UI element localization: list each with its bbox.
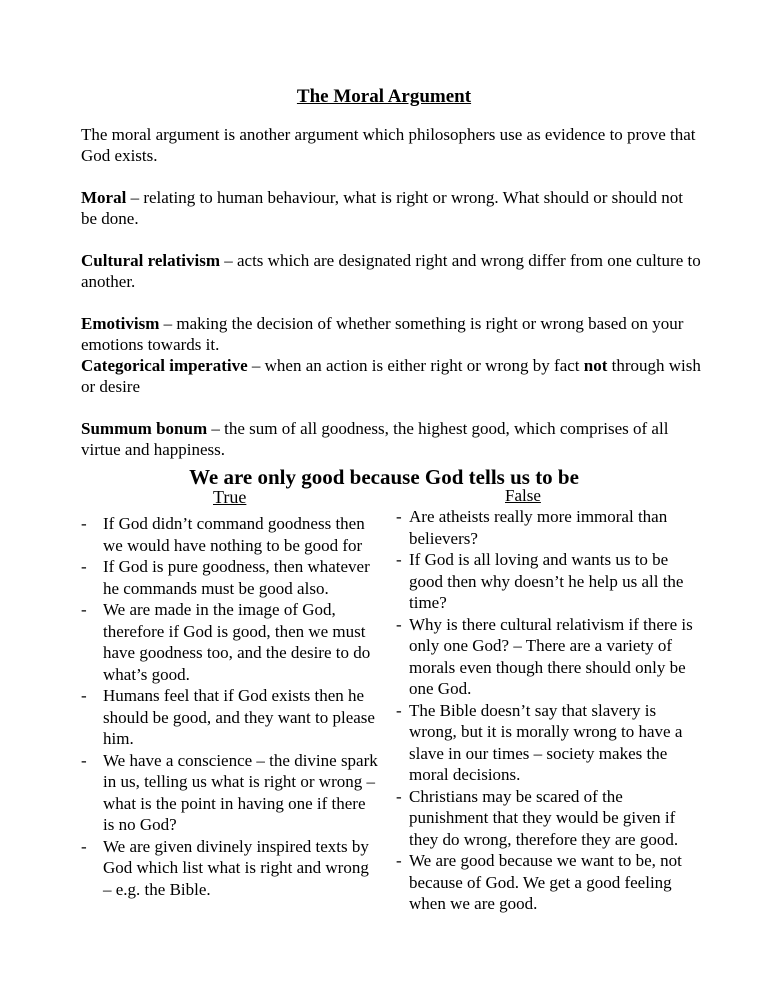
list-item <box>396 700 696 786</box>
bullet-dash: - <box>81 514 87 533</box>
definition-categorical-imperative <box>81 355 701 397</box>
bullet-dash: - <box>81 750 87 770</box>
definition-tail: through wish or desire <box>81 356 701 396</box>
definition-moral <box>81 187 701 229</box>
definition-cultural-relativism <box>81 250 701 292</box>
definition-term: Moral <box>81 188 127 207</box>
list-item <box>396 506 696 549</box>
list-item <box>81 513 381 556</box>
definition-text: – making the decision of whether something is right or wrong based on your emotions towards it. <box>81 314 684 354</box>
definition-text: – when an action is either right or wrong by fact <box>247 356 584 375</box>
definition-term: Emotivism <box>81 314 160 333</box>
bullet-dash: - <box>81 836 87 856</box>
bullet-dash: - <box>396 851 402 870</box>
list-item <box>81 556 381 599</box>
bullet-dash: - <box>81 600 87 619</box>
list-item-text: Christians may be scared of the punishment that they would be given if they do wrong, therefore they are good. <box>409 786 679 849</box>
bullet-dash: - <box>396 614 402 634</box>
definition-summum-bonum <box>81 418 701 460</box>
definition-term: Categorical imperative <box>81 356 248 375</box>
intro-paragraph: The moral argument is another argument which philosophers use as evidence to prove that God exists. <box>81 125 696 165</box>
bullet-dash: - <box>81 557 87 576</box>
list-item-text: We have a conscience – the divine spark in us, telling us what is right or wrong – what is the point in having one if there is no God? <box>103 750 378 834</box>
list-item-text: If God is all loving and wants us to be good then why doesn’t he help us all the time? <box>409 550 684 612</box>
false-points-list <box>396 506 696 915</box>
definition-bold-word: not <box>583 356 608 375</box>
list-item-text: We are given divinely inspired texts by God which list what is right and wrong – e.g. the Bible. <box>103 836 369 899</box>
list-item-text: We are made in the image of God, therefore if God is good, then we must have goodness too, and the desire to do what’s good. <box>103 600 371 684</box>
list-item-text: Humans feel that if God exists then he should be good, and they want to please him. <box>103 686 375 748</box>
list-item <box>81 836 381 901</box>
list-item <box>81 685 381 750</box>
list-item-text: If God didn’t command goodness then we would have nothing to be good for <box>103 514 365 555</box>
page-title: The Moral Argument <box>296 86 472 107</box>
list-item-text: Are atheists really more immoral than believers? <box>409 507 668 548</box>
true-points-list <box>81 513 381 900</box>
definition-emotivism <box>81 313 701 355</box>
list-item-text: We are good because we want to be, not because of God. We get a good feeling when we are good. <box>409 851 682 913</box>
definition-term: Cultural relativism <box>81 251 220 270</box>
bullet-dash: - <box>81 686 87 705</box>
list-item <box>396 614 696 700</box>
list-item <box>396 786 696 851</box>
definition-text: – acts which are designated right and wrong differ from one culture to another. <box>81 251 701 291</box>
debate-heading: We are only good because God tells us to be <box>189 465 579 489</box>
list-item <box>396 850 696 915</box>
bullet-dash: - <box>396 550 402 569</box>
bullet-dash: - <box>396 507 402 526</box>
list-item <box>81 750 381 836</box>
bullet-dash: - <box>396 786 402 806</box>
list-item-text: If God is pure goodness, then whatever he commands must be good also. <box>103 557 370 598</box>
true-column-heading: True <box>213 487 247 507</box>
false-column-heading: False <box>505 486 541 505</box>
definition-term: Summum bonum <box>81 419 208 438</box>
list-item-text: The Bible doesn’t say that slavery is wrong, but it is morally wrong to have a slave in our times – society makes the moral decisions. <box>409 700 683 784</box>
list-item <box>81 599 381 685</box>
definition-text: – the sum of all goodness, the highest good, which comprises of all virtue and happiness. <box>81 419 669 459</box>
definition-text: – relating to human behaviour, what is right or wrong. What should or should not be done. <box>81 188 683 228</box>
bullet-dash: - <box>396 700 402 720</box>
list-item-text: Why is there cultural relativism if there is only one God? – There are a variety of morals even though there should only be one God. <box>409 614 693 698</box>
list-item <box>396 549 696 614</box>
